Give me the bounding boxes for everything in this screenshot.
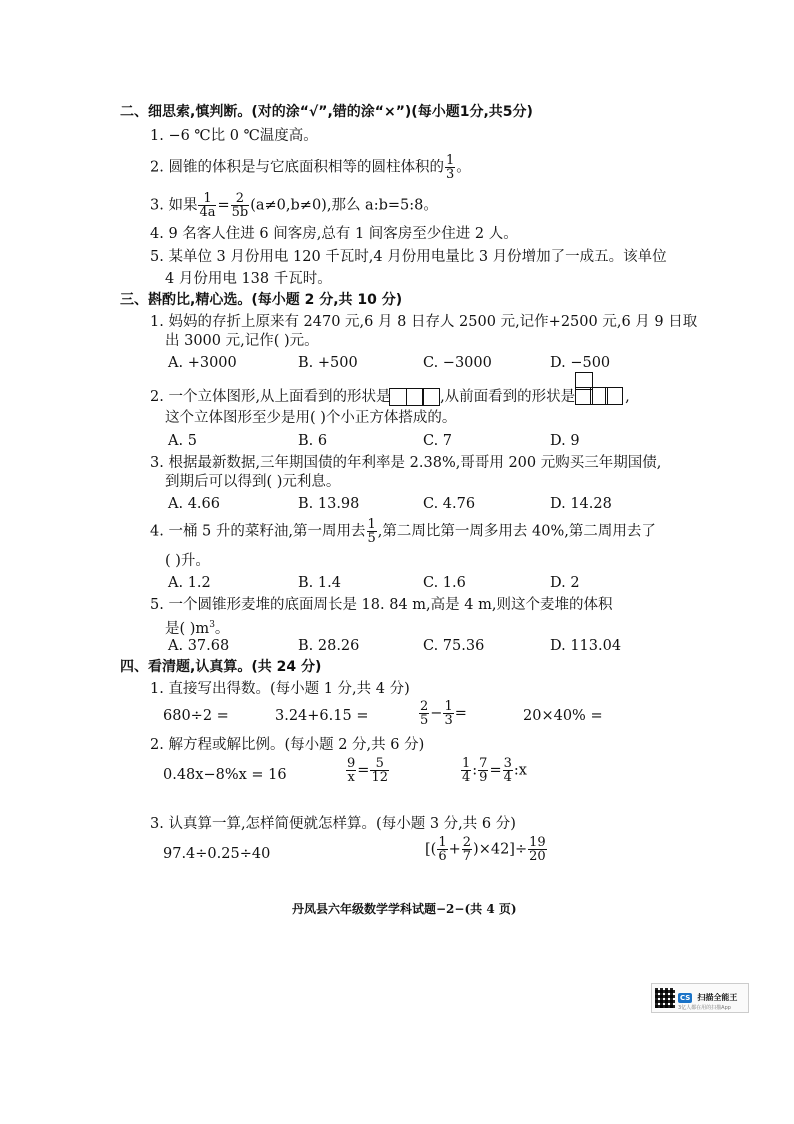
s3-q2-opt-d: D. 9 — [550, 433, 580, 449]
fraction: $\frac{2}{5b}$ — [231, 191, 249, 220]
s3-q5-opt-d: D. 113.04 — [550, 638, 622, 654]
s4-p3-title: 3. 认真算一算,怎样简便就怎样算。(每小题 3 分,共 6 分) — [150, 816, 516, 832]
s3-q3-line2: 到期后可以得到( )元利息。 — [165, 474, 341, 490]
s3-q1-opt-d: D. −500 — [550, 355, 611, 371]
fraction: $\frac{1}{3}$ — [445, 153, 455, 182]
s3-q4-opt-c: C. 1.6 — [423, 575, 466, 591]
scanner-watermark — [651, 983, 749, 1013]
fraction: $\frac{1}{5}$ — [367, 517, 376, 546]
s3-q3-opt-a: A. 4.66 — [168, 496, 220, 512]
s3-q1-line1: 1. 妈妈的存折上原来有 2470 元,6 月 8 日存人 2500 元,记作+2500 元,6 月 9 日取 — [150, 314, 698, 330]
fraction: $\frac{1}{4a}$ — [199, 191, 216, 220]
s3-q5-line1: 5. 一个圆锥形麦堆的底面周长是 18. 84 m,高是 4 m,则这个麦堆的体积 — [150, 597, 613, 613]
s4-p2-title: 2. 解方程或解比例。(每小题 2 分,共 6 分) — [150, 737, 425, 753]
s4-p1-title: 1. 直接写出得数。(每小题 1 分,共 4 分) — [150, 681, 410, 697]
s3-q4-line2: ( )升。 — [165, 553, 210, 569]
s3-q5-opt-c: C. 75.36 — [423, 638, 485, 654]
s2-q2: 2. 圆锥的体积是与它底面积相等的圆柱体积的 $\frac{1}{3}$ 。 — [150, 153, 471, 182]
s3-q3-opt-b: B. 13.98 — [298, 496, 360, 512]
s4-p3-b: [( $\frac{1}{6}$ + $\frac{2}{7}$ )×42]÷ $\frac{19}{20}$ — [425, 835, 546, 864]
s3-q4-opt-b: B. 1.4 — [298, 575, 341, 591]
s3-q1-opt-b: B. +500 — [298, 355, 358, 371]
s3-q4-line1: 4. 一桶 5 升的菜籽油,第一周用去 $\frac{1}{5}$ ,第二周比第一周多用去 40%,第二周用去了 — [150, 517, 656, 546]
s3-q4-opt-a: A. 1.2 — [168, 575, 211, 591]
s4-p2-c: $\frac{1}{4}$ : $\frac{7}{9}$ = $\frac{3}{4}$ :x — [462, 756, 527, 785]
s4-p1-c: $\frac{2}{5}$ − $\frac{1}{3}$ = — [420, 699, 467, 728]
s3-q1-opt-c: C. −3000 — [423, 355, 492, 371]
s3-q5-opt-b: B. 28.26 — [298, 638, 360, 654]
section-3-heading: 三、斟酌比,精心选。(每小题 2 分,共 10 分) — [120, 292, 403, 308]
scanner-subtitle: 3亿人都在用的扫描App — [678, 1005, 731, 1011]
s3-q1-opt-a: A. +3000 — [168, 355, 237, 371]
s4-p1-b: 3.24+6.15 = — [275, 708, 369, 724]
s3-q2-opt-c: C. 7 — [423, 433, 453, 449]
page-footer: 丹凤县六年级数学学科试题−2−(共 4 页) — [292, 902, 517, 916]
s2-q1: 1. −6 ℃比 0 ℃温度高。 — [150, 128, 318, 144]
section-4-heading: 四、看清题,认真算。(共 24 分) — [120, 659, 322, 675]
scanner-title: 扫描全能王 — [697, 993, 738, 1002]
s3-q5-line2: 是( )$m^3$。 — [165, 620, 230, 637]
s3-q2-line2: 这个立体图形至少是用( )个小正方体搭成的。 — [165, 410, 457, 426]
s4-p1-d: 20×40% = — [523, 708, 603, 724]
camscanner-logo-icon: CS — [680, 994, 691, 1002]
s3-q3-line1: 3. 根据最新数据,三年期国债的年利率是 2.38%,哥哥用 200 元购买三年期国债, — [150, 455, 662, 471]
s4-p2-b: $\frac{9}{x}$ = $\frac{5}{12}$ — [347, 756, 388, 785]
s3-q1-line2: 出 3000 元,记作( )元。 — [165, 333, 319, 349]
s4-p2-a: 0.48x−8%x = 16 — [163, 767, 287, 783]
s3-q2-line1: 2. 一个立体图形,从上面看到的形状是 ,从前面看到的形状是 , — [150, 380, 630, 414]
front-view-figure — [575, 380, 625, 414]
qr-code-icon — [655, 988, 675, 1008]
s2-q5-line1: 5. 某单位 3 月份用电 120 千瓦时,4 月份用电量比 3 月份增加了一成五。该单位 — [150, 249, 667, 265]
s3-q3-opt-c: C. 4.76 — [423, 496, 476, 512]
s3-q2-opt-a: A. 5 — [168, 433, 197, 449]
s3-q2-opt-b: B. 6 — [298, 433, 328, 449]
section-2-heading: 二、细思索,慎判断。(对的涂“√”,错的涂“×”)(每小题1分,共5分) — [120, 104, 533, 120]
s3-q3-opt-d: D. 14.28 — [550, 496, 612, 512]
s3-q5-opt-a: A. 37.68 — [168, 638, 230, 654]
s2-q5-line2: 4 月份用电 138 千瓦时。 — [165, 271, 332, 287]
s3-q4-opt-d: D. 2 — [550, 575, 580, 591]
s2-q3: 3. 如果 $\frac{1}{4a}$ = $\frac{2}{5b}$ (a≠0,b≠0),那么 a:b=5:8。 — [150, 191, 438, 220]
s4-p3-a: 97.4÷0.25÷40 — [163, 846, 271, 862]
s2-q4: 4. 9 名客人住进 6 间客房,总有 1 间客房至少住进 2 人。 — [150, 226, 518, 242]
s4-p1-a: 680÷2 = — [163, 708, 229, 724]
top-view-figure — [391, 388, 441, 406]
